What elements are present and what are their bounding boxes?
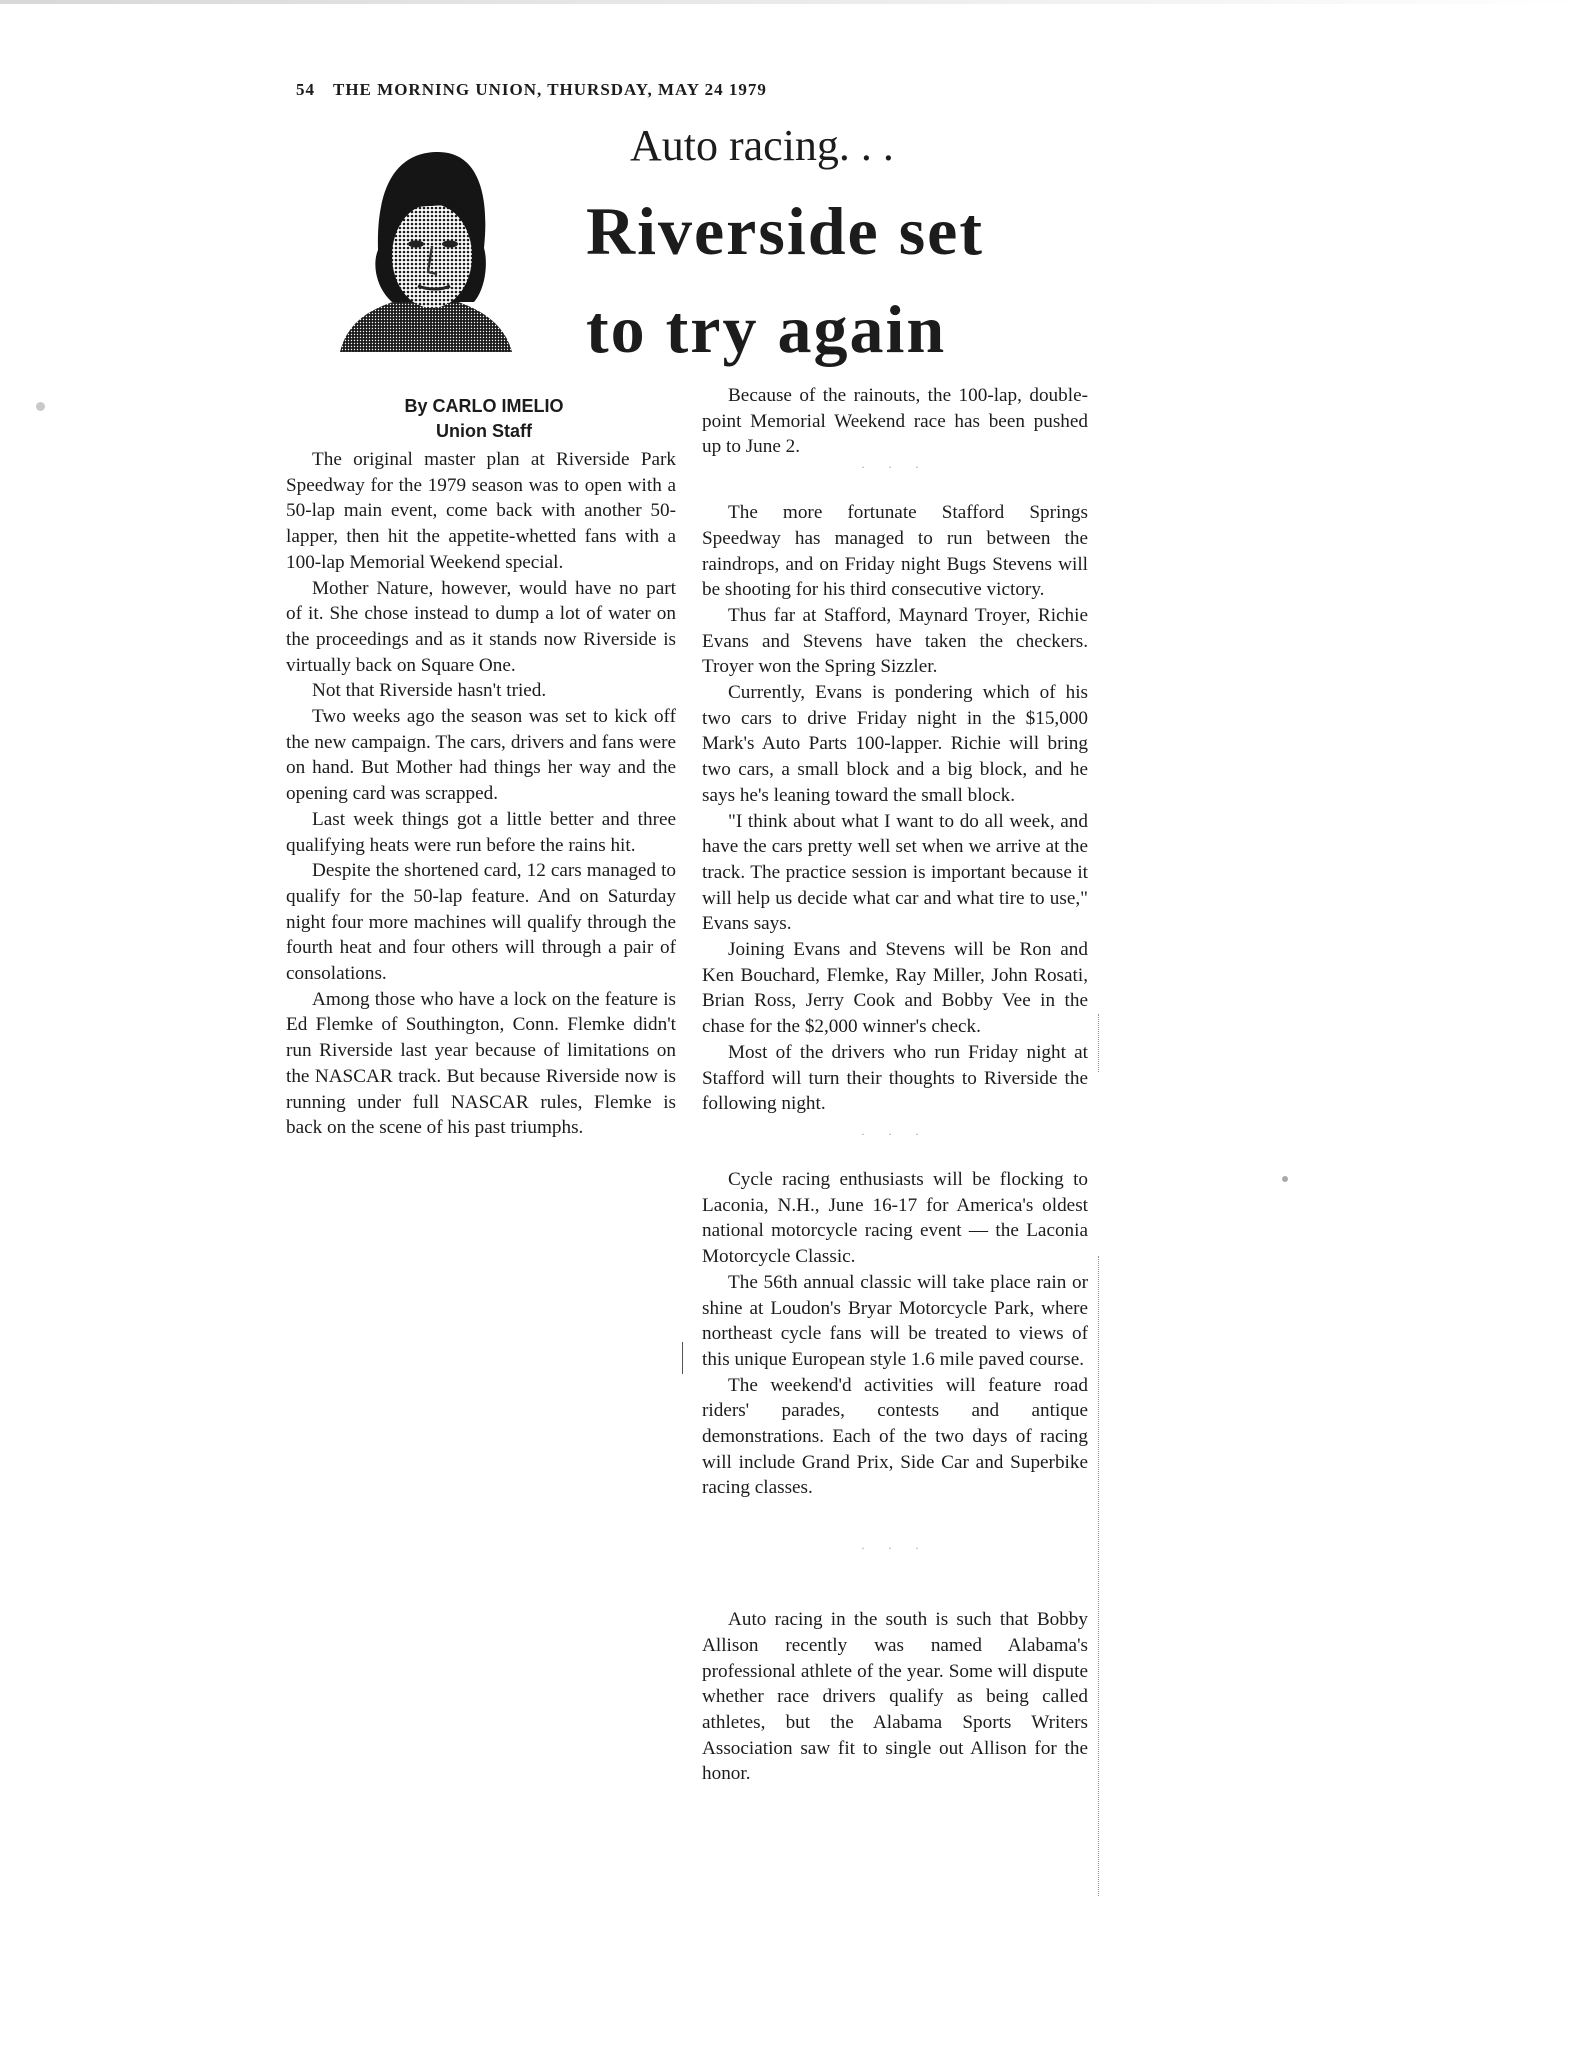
section-separator: · · · [861,1126,929,1141]
paragraph: Because of the rainouts, the 100-lap, double-point Memorial Weekend race has been pushed up to June 2. [702,385,1088,458]
byline-staff: Union Staff [436,421,532,441]
paragraph: Not that Riverside hasn't tried. [312,680,547,702]
right-column [702,383,1088,1787]
page-number: 54 [296,80,315,99]
headline-line-2: to try again [586,291,947,367]
paragraph: Currently, Evans is pondering which of his two cars to drive Friday night in the $15,000 Mark's Auto Parts 100-lapper. Richie will bring two cars, a small block and a big block, and he says he's leaning toward the small block. [702,682,1088,806]
column-edge-rule [1098,1256,1099,1896]
paragraph: Two weeks ago the season was set to kick off the new campaign. The cars, drivers and fans were on hand. But Mother had things her way and the opening card was scrapped. [286,706,676,805]
paragraph: Most of the drivers who run Friday night at Stafford will turn their thoughts to Riverside the following night. [702,1041,1088,1115]
paragraph: The weekend'd activities will feature road riders' parades, contests and antique demonstrations. Each of the two days of racing will include Grand Prix, Side Car and Superbike racing classes. [702,1374,1088,1499]
section-gap [702,474,1088,500]
byline [284,394,684,444]
section-gap [702,1501,1088,1541]
columnist-photo [338,138,514,358]
scan-edge [0,0,1583,4]
masthead [296,80,1086,106]
headline [586,182,1106,378]
left-column [286,447,676,1141]
byline-author: By CARLO IMELIO [404,396,564,416]
section-gap [702,1555,1088,1607]
section-separator: · · · [861,460,929,475]
section-separator: · · · [861,1541,929,1556]
kicker: Auto racing. . . [630,121,894,170]
paragraph: Last week things got a little better and three qualifying heats were run before the rains hit. [286,808,676,856]
paragraph: "I think about what I want to do all week, and have the cars pretty well set when we arrive at the track. The practice session is important because it will help us decide what car and what tire to use," Evans says. [702,810,1088,935]
paragraph: The 56th annual classic will take place rain or shine at Loudon's Bryar Motorcycle Park, where northeast cycle fans will be treated to views of this unique European style 1.6 mile paved course. [702,1271,1088,1370]
paragraph: The more fortunate Stafford Springs Speedway has managed to run between the raindrops, and on Friday night Bugs Stevens will be shooting for his third consecutive victory. [702,502,1088,601]
paragraph: Thus far at Stafford, Maynard Troyer, Richie Evans and Stevens have taken the checkers. Troyer won the Spring Sizzler. [702,604,1088,678]
section-gap [702,1141,1088,1167]
column-edge-tick [682,1342,683,1374]
paragraph: Auto racing in the south is such that Bobby Allison recently was named Alabama's professional athlete of the year. Some will dispute whether race drivers qualify as being called athletes, but the Alabama Sports Writers Association saw fit to single out Allison for the honor. [702,1609,1088,1785]
masthead-text: THE MORNING UNION, THURSDAY, MAY 24 1979 [333,80,767,99]
paragraph: Among those who have a lock on the feature is Ed Flemke of Southington, Conn. Flemke didn't run Riverside last year because of limitations on the NASCAR track. But because Riverside now is running under full NASCAR rules, Flemke is back on the scene of his past triumphs. [286,988,676,1139]
paragraph: Joining Evans and Stevens will be Ron and Ken Bouchard, Flemke, Ray Miller, John Rosati, Brian Ross, Jerry Cook and Bobby Vee in the chase for the $2,000 winner's check. [702,939,1088,1038]
column-edge-rule [1098,1014,1099,1072]
paragraph: Cycle racing enthusiasts will be flocking to Laconia, N.H., June 16-17 for America's oldest national motorcycle racing event — the Laconia Motorcycle Classic. [702,1168,1088,1268]
headline-line-1: Riverside set [586,193,985,269]
paragraph: Mother Nature, however, would have no part of it. She chose instead to dump a lot of water on the proceedings and as it stands now Riverside is virtually back on Square One. [286,577,676,676]
scan-speck [36,402,45,411]
paragraph: Despite the shortened card, 12 cars managed to qualify for the 50-lap feature. And on Saturday night four more machines will qualify through the fourth heat and four others will through a pair of consolations. [286,860,676,985]
paragraph: The original master plan at Riverside Park Speedway for the 1979 season was to open with a 50-lap main event, come back with another 50-lapper, then hit the appetite-whetted fans with a 100-lap Memorial Weekend special. [286,449,676,573]
scan-speck [1282,1176,1288,1182]
